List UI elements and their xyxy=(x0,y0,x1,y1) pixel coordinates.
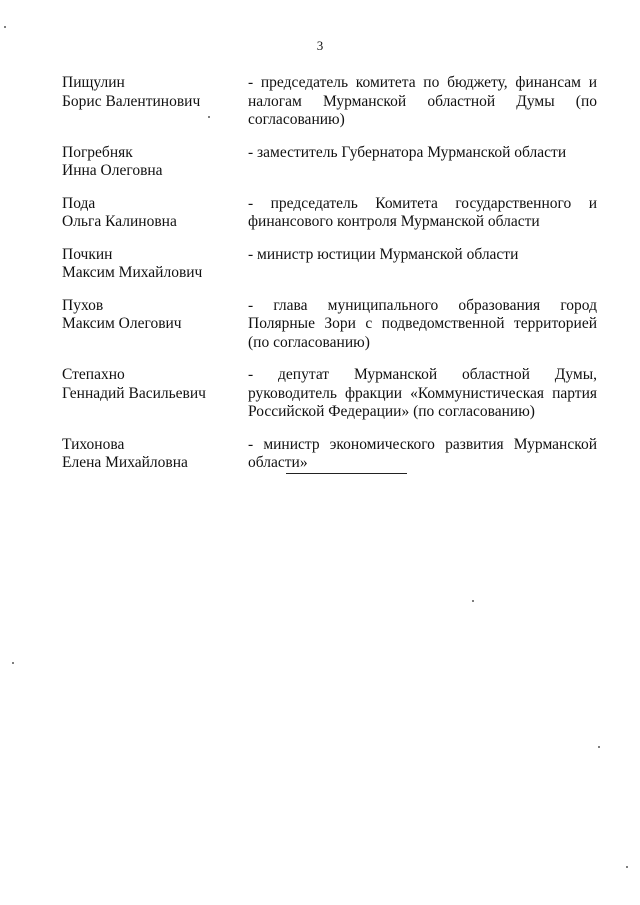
page-number: 3 xyxy=(316,38,324,53)
scan-speck xyxy=(208,116,210,118)
member-surname: Погребняк xyxy=(62,143,133,161)
member-name xyxy=(62,366,248,422)
member-entry xyxy=(62,246,597,283)
member-entry xyxy=(62,144,597,181)
scan-speck xyxy=(472,600,474,602)
member-surname: Пищулин xyxy=(62,74,125,91)
member-given-names: Ольга Калиновна xyxy=(62,213,177,230)
member-name xyxy=(62,74,248,130)
member-surname: Степахно xyxy=(62,366,125,383)
member-given-names: Максим Олегович xyxy=(62,315,182,332)
scan-speck xyxy=(4,26,6,28)
member-entry xyxy=(62,297,597,353)
scan-speck xyxy=(12,662,14,664)
member-role: - министр юстиции Мурманской области xyxy=(248,245,519,263)
member-role: - глава муниципального образования город Полярные Зори с подведомственной территорией (по согласованию) xyxy=(248,296,597,351)
member-role: - министр экономического развития Мурманской области» xyxy=(248,435,597,471)
member-name xyxy=(62,436,248,473)
member-entry xyxy=(62,195,597,232)
member-list xyxy=(62,74,597,487)
member-name xyxy=(62,144,248,181)
member-surname: Пода xyxy=(62,194,96,212)
member-role: - председатель комитета по бюджету, финансам и налогам Мурманской областной Думы (по согласованию) xyxy=(248,74,597,128)
member-role: - депутат Мурманской областной Думы, руководитель фракции «Коммунистическая партия Российской Федерации» (по согласованию) xyxy=(248,366,597,420)
member-role: - заместитель Губернатора Мурманской области xyxy=(248,143,567,161)
member-entry xyxy=(62,74,597,130)
member-surname: Почкин xyxy=(62,245,113,263)
member-given-names: Елена Михайловна xyxy=(62,454,188,471)
scan-speck xyxy=(598,746,600,748)
member-given-names: Инна Олеговна xyxy=(62,162,163,179)
member-name xyxy=(62,297,248,353)
scan-speck xyxy=(626,866,628,868)
member-given-names: Борис Валентинович xyxy=(62,92,201,110)
member-surname: Тихонова xyxy=(62,435,125,453)
member-given-names: Максим Михайлович xyxy=(62,264,203,281)
member-role: - председатель Комитета государственного и финансового контроля Мурманской области xyxy=(248,194,597,230)
member-entry xyxy=(62,436,597,473)
member-surname: Пухов xyxy=(62,296,104,314)
member-entry xyxy=(62,366,597,422)
member-name xyxy=(62,246,248,283)
member-name xyxy=(62,195,248,232)
member-given-names: Геннадий Васильевич xyxy=(62,384,206,402)
closing-rule xyxy=(286,473,407,474)
